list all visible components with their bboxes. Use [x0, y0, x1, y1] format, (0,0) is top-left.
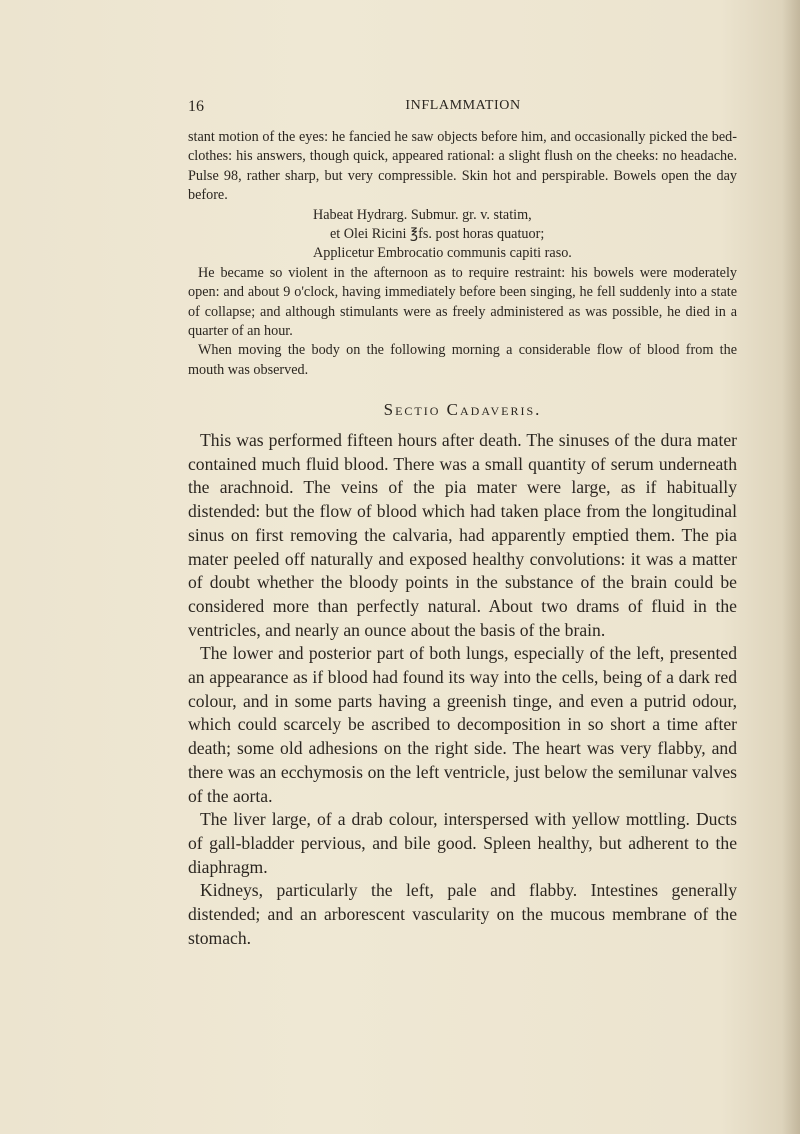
prescription	[188, 206, 737, 264]
autopsy-paragraph: This was performed fifteen hours after death. The sinuses of the dura mater contained much fluid blood. There was a small quantity of serum underneath the arachnoid. The veins of the pia mater were large, as if habitually distended: but the flow of blood which had taken place from the longitudinal sinus on first removing the calvaria, had apparently emptied them. The pia mater peeled off naturally and exposed healthy convolutions: it was a matter of doubt whether the bloody points in the substance of the brain could be considered more than perfectly natural. About two drams of fluid in the ventricles, and nearly an ounce about the basis of the brain.	[188, 430, 737, 640]
case-paragraph: When moving the body on the following morning a considerable flow of blood from the mouth was observed.	[188, 342, 737, 378]
section-heading: Sectio Cadaveris.	[383, 400, 542, 419]
prescription-line: Applicetur Embrocatio communis capiti raso.	[313, 245, 572, 262]
prescription-line: et Olei Ricini ℥fs. post horas quatuor;	[330, 226, 545, 243]
page-edge-shadow	[782, 0, 800, 1134]
running-head	[188, 98, 738, 118]
running-title: INFLAMMATION	[405, 98, 521, 113]
case-paragraph: He became so violent in the afternoon as to require restraint: his bowels were moderately open: and about 9 o'clock, having immediately before been singing, he fell suddenly into a state of collapse; and although stimulants were as freely administered as was possible, he died in a quarter of an hour.	[188, 264, 737, 340]
autopsy-text	[188, 429, 737, 950]
autopsy-paragraph: Kidneys, particularly the left, pale and flabby. Intestines generally distended; and an arborescent vascularity on the mucous membrane of the stomach.	[188, 880, 737, 948]
autopsy-paragraph: The liver large, of a drab colour, interspersed with yellow mottling. Ducts of gall-bladder pervious, and bile good. Spleen healthy, but adherent to the diaphragm.	[188, 809, 737, 877]
prescription-line: Habeat Hydrarg. Submur. gr. v. statim,	[313, 206, 532, 223]
page-number: 16	[188, 98, 204, 115]
case-paragraph: stant motion of the eyes: he fancied he saw objects before him, and occasionally picked the bed-clothes: his answers, though quick, appeared rational: a slight flush on the cheeks: no headache. Pulse 98, rather sharp, but very compressible. Skin hot and perspirable. Bowels open the day before.	[188, 129, 737, 204]
autopsy-paragraph: The lower and posterior part of both lungs, especially of the left, presented an appearance as if blood had found its way into the cells, being of a dark red colour, and in some parts having a greenish tinge, and even a putrid odour, which could scarcely be ascribed to decomposition in so short a time after death; some old adhesions on the right side. The heart was very flabby, and there was an ecchymosis on the left ventricle, just below the semilunar valves of the aorta.	[188, 643, 737, 806]
case-notes	[188, 128, 737, 380]
